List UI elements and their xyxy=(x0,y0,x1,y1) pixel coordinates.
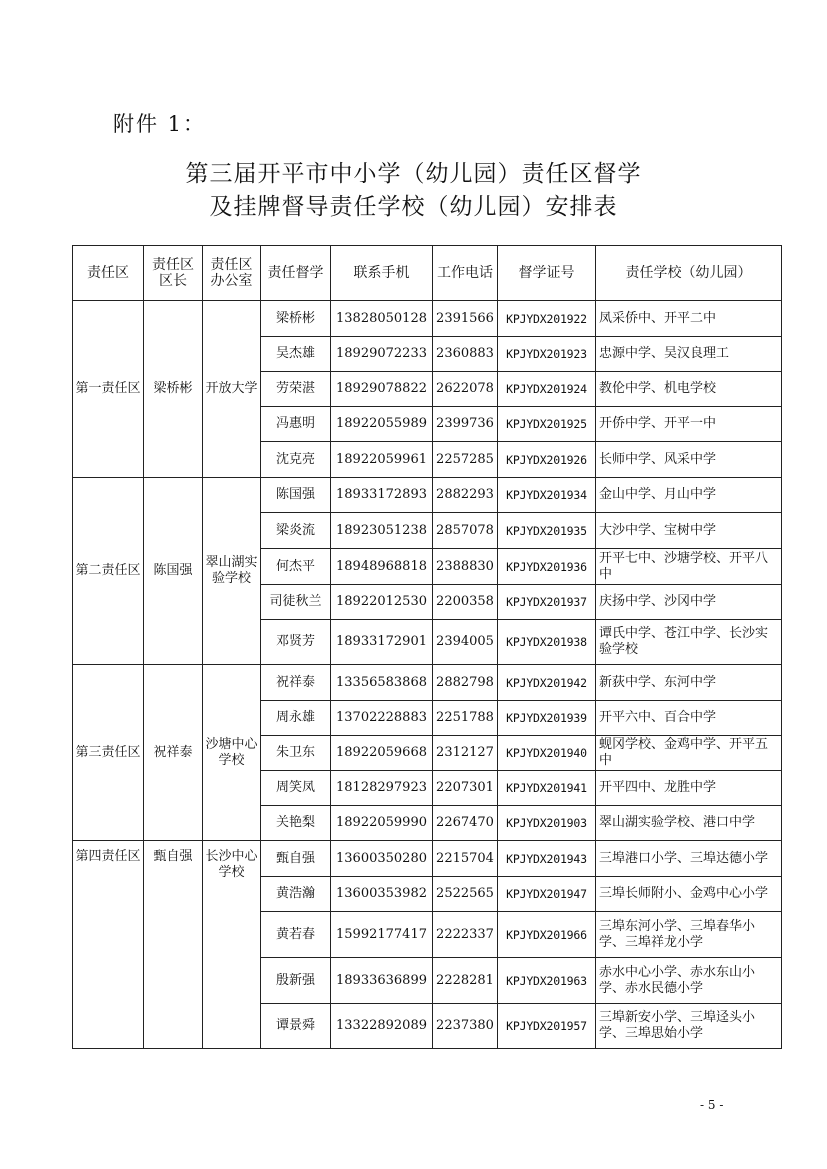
mobile-number: 18128297923 xyxy=(331,771,433,806)
supervisor-name: 冯惠明 xyxy=(261,407,331,442)
supervisor-name: 梁炎流 xyxy=(261,513,331,549)
header-schools: 责任学校（幼儿园） xyxy=(596,246,782,301)
assigned-schools: 新荻中学、东河中学 xyxy=(596,665,782,701)
work-phone: 2399736 xyxy=(433,407,498,442)
work-phone: 2312127 xyxy=(433,736,498,771)
supervisor-name: 吴杰雄 xyxy=(261,337,331,372)
zone-name: 第二责任区 xyxy=(73,478,144,665)
assigned-schools: 教伦中学、机电学校 xyxy=(596,372,782,407)
mobile-number: 18922055989 xyxy=(331,407,433,442)
work-phone: 2388830 xyxy=(433,549,498,585)
assigned-schools: 蚬冈学校、金鸡中学、开平五中 xyxy=(596,736,782,771)
mobile-number: 18922012530 xyxy=(331,585,433,620)
work-phone: 2251788 xyxy=(433,701,498,736)
zone-chief: 甄自强 xyxy=(144,841,203,1049)
certificate-number: KPJYDX201935 xyxy=(498,513,596,549)
zone-chief: 祝祥泰 xyxy=(144,665,203,841)
mobile-number: 18948968818 xyxy=(331,549,433,585)
work-phone: 2391566 xyxy=(433,301,498,337)
assigned-schools: 三埠港口小学、三埠达德小学 xyxy=(596,841,782,877)
zone-chief: 梁桥彬 xyxy=(144,301,203,478)
supervisor-name: 周永雄 xyxy=(261,701,331,736)
mobile-number: 13600353982 xyxy=(331,877,433,912)
assigned-schools: 庆扬中学、沙冈中学 xyxy=(596,585,782,620)
supervisor-name: 何杰平 xyxy=(261,549,331,585)
certificate-number: KPJYDX201943 xyxy=(498,841,596,877)
certificate-number: KPJYDX201957 xyxy=(498,1004,596,1049)
work-phone: 2522565 xyxy=(433,877,498,912)
zone-office: 开放大学 xyxy=(203,301,261,478)
supervisor-name: 朱卫东 xyxy=(261,736,331,771)
mobile-number: 18929078822 xyxy=(331,372,433,407)
mobile-number: 18922059990 xyxy=(331,806,433,841)
assigned-schools: 凤采侨中、开平二中 xyxy=(596,301,782,337)
assigned-schools: 开平四中、龙胜中学 xyxy=(596,771,782,806)
supervisor-name: 谭景舜 xyxy=(261,1004,331,1049)
assigned-schools: 开侨中学、开平一中 xyxy=(596,407,782,442)
work-phone: 2622078 xyxy=(433,372,498,407)
mobile-number: 15992177417 xyxy=(331,912,433,958)
header-zone: 责任区 xyxy=(73,246,144,301)
document-title-line-2: 及挂牌督导责任学校（幼儿园）安排表 xyxy=(209,194,618,220)
certificate-number: KPJYDX201924 xyxy=(498,372,596,407)
certificate-number: KPJYDX201923 xyxy=(498,337,596,372)
mobile-number: 13600350280 xyxy=(331,841,433,877)
supervisor-name: 甄自强 xyxy=(261,841,331,877)
assigned-schools: 翠山湖实验学校、港口中学 xyxy=(596,806,782,841)
certificate-number: KPJYDX201922 xyxy=(498,301,596,337)
table-row xyxy=(73,301,782,337)
supervisor-name: 邓贤芳 xyxy=(261,620,331,665)
certificate-number: KPJYDX201934 xyxy=(498,478,596,513)
mobile-number: 18933636899 xyxy=(331,958,433,1004)
zone-office: 长沙中心学校 xyxy=(203,841,261,1049)
zone-name: 第四责任区 xyxy=(73,841,144,1049)
supervisor-name: 黄若春 xyxy=(261,912,331,958)
header-work-phone: 工作电话 xyxy=(433,246,498,301)
mobile-number: 18933172893 xyxy=(331,478,433,513)
header-certificate: 督学证号 xyxy=(498,246,596,301)
assigned-schools: 忠源中学、吴汉良理工 xyxy=(596,337,782,372)
certificate-number: KPJYDX201937 xyxy=(498,585,596,620)
zone-name: 第一责任区 xyxy=(73,301,144,478)
header-row xyxy=(73,246,782,301)
header-zone-chief: 责任区区长 xyxy=(144,246,203,301)
certificate-number: KPJYDX201938 xyxy=(498,620,596,665)
mobile-number: 18922059668 xyxy=(331,736,433,771)
work-phone: 2207301 xyxy=(433,771,498,806)
assigned-schools: 三埠新安小学、三埠迳头小学、三埠思始小学 xyxy=(596,1004,782,1049)
certificate-number: KPJYDX201947 xyxy=(498,877,596,912)
certificate-number: KPJYDX201966 xyxy=(498,912,596,958)
assigned-schools: 金山中学、月山中学 xyxy=(596,478,782,513)
supervisor-name: 沈克亮 xyxy=(261,442,331,478)
assigned-schools: 开平七中、沙塘学校、开平八中 xyxy=(596,549,782,585)
certificate-number: KPJYDX201939 xyxy=(498,701,596,736)
assigned-schools: 三埠长师附小、金鸡中心小学 xyxy=(596,877,782,912)
attachment-label: 附件 1： xyxy=(113,112,207,136)
table-row xyxy=(73,478,782,513)
supervisor-name: 殷新强 xyxy=(261,958,331,1004)
table-row xyxy=(73,841,782,877)
header-zone-office: 责任区办公室 xyxy=(203,246,261,301)
assigned-schools: 大沙中学、宝树中学 xyxy=(596,513,782,549)
header-supervisor: 责任督学 xyxy=(261,246,331,301)
work-phone: 2228281 xyxy=(433,958,498,1004)
assigned-schools: 三埠东河小学、三埠春华小学、三埠祥龙小学 xyxy=(596,912,782,958)
supervisor-name: 劳荣湛 xyxy=(261,372,331,407)
certificate-number: KPJYDX201926 xyxy=(498,442,596,478)
supervisor-name: 陈国强 xyxy=(261,478,331,513)
certificate-number: KPJYDX201941 xyxy=(498,771,596,806)
zone-chief: 陈国强 xyxy=(144,478,203,665)
work-phone: 2215704 xyxy=(433,841,498,877)
mobile-number: 13322892089 xyxy=(331,1004,433,1049)
supervisor-name: 周笑凤 xyxy=(261,771,331,806)
certificate-number: KPJYDX201903 xyxy=(498,806,596,841)
table-row xyxy=(73,665,782,701)
document-title-line-1: 第三届开平市中小学（幼儿园）责任区督学 xyxy=(185,161,642,187)
supervisor-name: 祝祥泰 xyxy=(261,665,331,701)
certificate-number: KPJYDX201942 xyxy=(498,665,596,701)
supervisor-name: 关艳梨 xyxy=(261,806,331,841)
page-number: - 5 - xyxy=(700,1098,724,1112)
assigned-schools: 开平六中、百合中学 xyxy=(596,701,782,736)
zone-office: 沙塘中心学校 xyxy=(203,665,261,841)
work-phone: 2882798 xyxy=(433,665,498,701)
mobile-number: 18923051238 xyxy=(331,513,433,549)
supervision-schedule-table xyxy=(72,245,782,1049)
mobile-number: 13356583868 xyxy=(331,665,433,701)
work-phone: 2222337 xyxy=(433,912,498,958)
certificate-number: KPJYDX201925 xyxy=(498,407,596,442)
work-phone: 2200358 xyxy=(433,585,498,620)
work-phone: 2394005 xyxy=(433,620,498,665)
work-phone: 2257285 xyxy=(433,442,498,478)
mobile-number: 18933172901 xyxy=(331,620,433,665)
certificate-number: KPJYDX201936 xyxy=(498,549,596,585)
work-phone: 2882293 xyxy=(433,478,498,513)
zone-office: 翠山湖实验学校 xyxy=(203,478,261,665)
supervisor-name: 梁桥彬 xyxy=(261,301,331,337)
work-phone: 2267470 xyxy=(433,806,498,841)
certificate-number: KPJYDX201940 xyxy=(498,736,596,771)
certificate-number: KPJYDX201963 xyxy=(498,958,596,1004)
work-phone: 2237380 xyxy=(433,1004,498,1049)
assigned-schools: 谭氏中学、苍江中学、长沙实验学校 xyxy=(596,620,782,665)
work-phone: 2360883 xyxy=(433,337,498,372)
assigned-schools: 长师中学、风采中学 xyxy=(596,442,782,478)
supervisor-name: 司徒秋兰 xyxy=(261,585,331,620)
supervisor-name: 黄浩瀚 xyxy=(261,877,331,912)
mobile-number: 18922059961 xyxy=(331,442,433,478)
assigned-schools: 赤水中心小学、赤水东山小学、赤水民德小学 xyxy=(596,958,782,1004)
mobile-number: 13702228883 xyxy=(331,701,433,736)
mobile-number: 18929072233 xyxy=(331,337,433,372)
header-mobile: 联系手机 xyxy=(331,246,433,301)
mobile-number: 13828050128 xyxy=(331,301,433,337)
work-phone: 2857078 xyxy=(433,513,498,549)
zone-name: 第三责任区 xyxy=(73,665,144,841)
